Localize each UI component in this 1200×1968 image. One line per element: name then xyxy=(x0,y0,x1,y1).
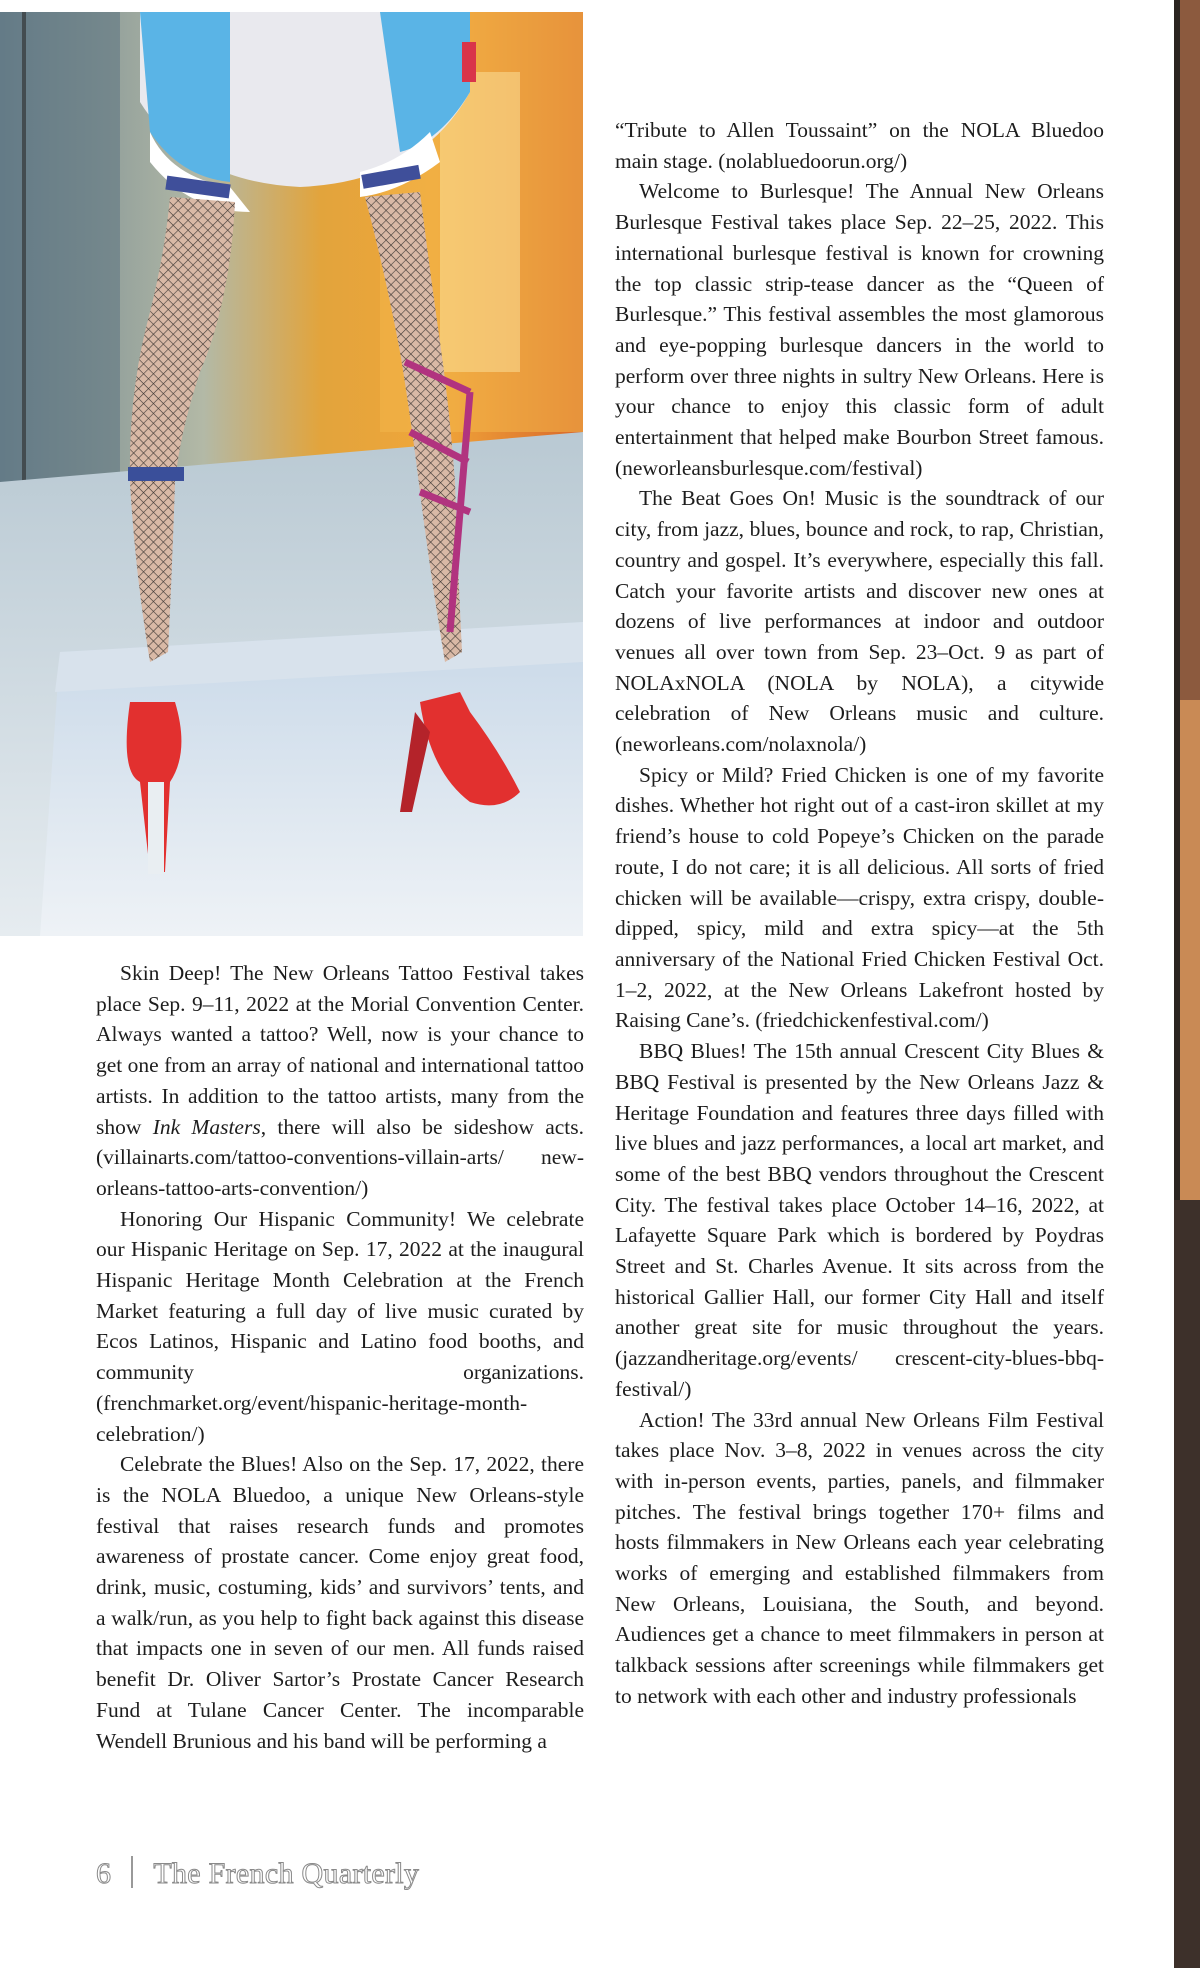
page-number: 6 xyxy=(96,1857,112,1890)
page-footer xyxy=(96,1856,419,1891)
show-title: Ink Masters xyxy=(152,1114,261,1139)
paragraph-beat-goes-on: The Beat Goes On! Music is the soundtrack of our city, from jazz, blues, bounce and rock, to rap, Christian, country and gospel. It’s everywhere, especially this fall. Catch your favorite artists and discover new ones at dozens of live performances at indoor and outdoor venues all over town from Sep. 23–Oct. 9 as part of NOLAxNOLA (NOLA by NOLA), a citywide celebration of New Orleans music and culture. (neworleans.com/nolaxnola/) xyxy=(615,486,1104,757)
tattoo-festival-photo xyxy=(0,12,583,936)
footer-divider xyxy=(131,1856,133,1888)
article-right-column xyxy=(615,115,1104,1712)
skin-deep-text-2: , there will also be sideshow acts. (villainarts.com/tattoo-conventions-villain-arts/ new-orleans-tattoo-arts-convention/) xyxy=(96,1114,584,1200)
paragraph-blues-continued: “Tribute to Allen Toussaint” on the NOLA Bluedoo main stage. (nolabluedoorun.org/) xyxy=(615,118,1104,173)
publication-name: The French Quarterly xyxy=(153,1857,420,1890)
paragraph-film-festival: Action! The 33rd annual New Orleans Film Festival takes place Nov. 3–8, 2022 in venues across the city with in-person events, parties, panels, and filmmaker pitches. The festival brings together 170+ films and hosts filmmakers in New Orleans each year celebrating works of emerging and established filmmakers from New Orleans, Louisiana, the South, and beyond. Audiences get a chance to meet filmmakers in person at talkback sessions after screenings while filmmakers get to network with each other and industry professionals xyxy=(615,1407,1104,1708)
adjacent-photo-edge xyxy=(1174,0,1200,1968)
legs-photo-illustration xyxy=(0,12,583,936)
skin-deep-text-1: Skin Deep! The New Orleans Tattoo Festival takes place Sep. 9–11, 2022 at the Morial Convention Center. Always wanted a tattoo? Well, now is your chance to get one from an array of national and international tattoo artists. In addition to the tattoo artists, many from the show xyxy=(96,961,584,1139)
paragraph-burlesque: Welcome to Burlesque! The Annual New Orleans Burlesque Festival takes place Sep. 22–25, 2022. This international burlesque festival is known for crowning the top classic strip-tease dancer as the “Queen of Burlesque.” This festival assembles the most glamorous and eye-popping burlesque dancers in the world to perform over three nights in sultry New Orleans. Here is your chance to enjoy this classic form of adult entertainment that helped make Bourbon Street famous. (neworleansburlesque.com/festival) xyxy=(615,179,1104,480)
paragraph-hispanic-heritage: Honoring Our Hispanic Community! We celebrate our Hispanic Heritage on Sep. 17, 2022 at the inaugural Hispanic Heritage Month Celebration at the French Market featuring a full day of live music curated by Ecos Latinos, Hispanic and Latino food booths, and community organizations. (frenchmarket.org/event/hispanic-heritage-month-celebration/) xyxy=(96,1206,584,1446)
edge-photo-illustration xyxy=(1174,0,1200,1968)
article-left-column xyxy=(96,958,584,1756)
paragraph-bbq-blues: BBQ Blues! The 15th annual Crescent City Blues & BBQ Festival is presented by the New Orleans Jazz & Heritage Foundation and features three days filled with live blues and jazz performances, a local art market, and some of the best BBQ vendors throughout the Crescent City. The festival takes place October 14–16, 2022, at Lafayette Square Park which is bordered by Poydras Street and St. Charles Avenue. It sits across from the historical Gallier Hall, our former City Hall and itself another great site for music throughout the years. (jazzandheritage.org/events/ crescent-city-blues-bbq-festival/) xyxy=(615,1039,1104,1401)
paragraph-fried-chicken: Spicy or Mild? Fried Chicken is one of my favorite dishes. Whether hot right out of a cast-iron skillet at my friend’s house to cold Popeye’s Chicken on the parade route, I do not care; it is all delicious. All sorts of fried chicken will be available—crispy, extra crispy, double-dipped, spicy, mild and extra spicy—at the 5th anniversary of the National Fried Chicken Festival Oct. 1–2, 2022, at the New Orleans Lakefront hosted by Raising Cane’s. (friedchickenfestival.com/) xyxy=(615,762,1104,1033)
paragraph-skin-deep xyxy=(96,958,584,1204)
paragraph-celebrate-blues: Celebrate the Blues! Also on the Sep. 17, 2022, there is the NOLA Bluedoo, a unique New Orleans-style festival that raises research funds and promotes awareness of prostate cancer. Come enjoy great food, drink, music, costuming, kids’ and survivors’ tents, and a walk/run, as you help to fight back against this disease that impacts one in seven of our men. All funds raised benefit Dr. Oliver Sartor’s Prostate Cancer Research Fund at Tulane Cancer Center. The incomparable Wendell Brunious and his band will be performing a xyxy=(96,1452,584,1753)
